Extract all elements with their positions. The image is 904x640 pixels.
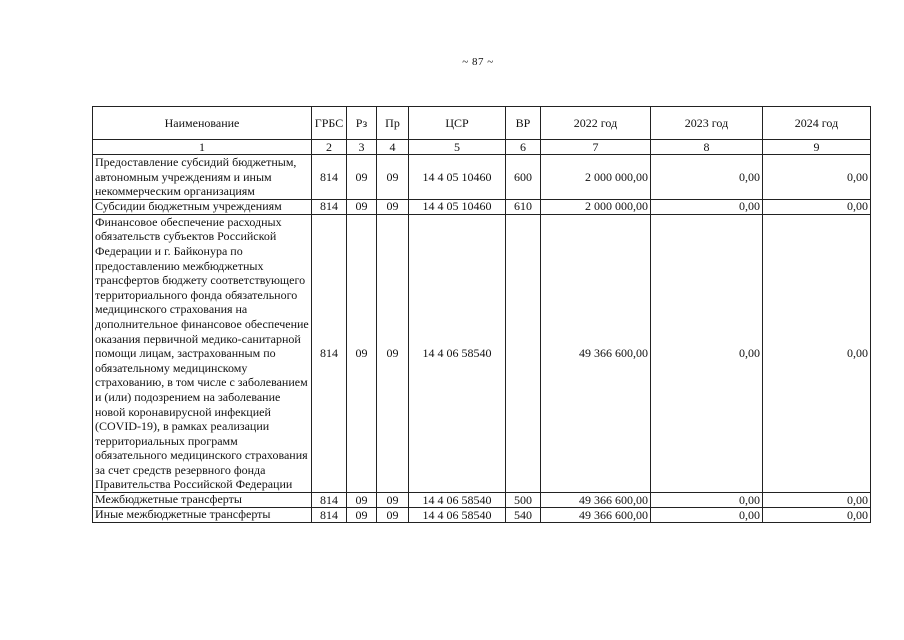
header-csr: ЦСР <box>409 107 506 140</box>
header-vr: ВР <box>506 107 541 140</box>
row-grbs: 814 <box>312 199 347 214</box>
row-vr: 600 <box>506 155 541 200</box>
row-name: Иные межбюджетные трансферты <box>93 508 312 523</box>
table-row <box>93 493 871 508</box>
header-rz: Рз <box>347 107 377 140</box>
row-2022: 49 366 600,00 <box>541 214 651 492</box>
column-number: 8 <box>651 140 763 155</box>
column-number: 1 <box>93 140 312 155</box>
column-number: 7 <box>541 140 651 155</box>
row-name: Финансовое обеспечение расходных обязательств субъектов Российской Федерации и г. Байконура по предоставлению межбюджетных трансфертов бюджету соответствующего территориального фонда обязательного медицинского страхования на дополнительное финансовое обеспечение оказания первичной медико-санитарной помощи лицам, застрахованным по обязательному медицинскому страхованию, в том числе с заболеванием и (или) подозрением на заболевание новой коронавирусной инфекцией (COVID-19), в рамках реализации территориальных программ обязательного медицинского страхования за счет средств резервного фонда Правительства Российской Федерации <box>93 214 312 492</box>
row-csr: 14 4 06 58540 <box>409 508 506 523</box>
row-rz: 09 <box>347 155 377 200</box>
column-number: 5 <box>409 140 506 155</box>
table-row <box>93 508 871 523</box>
row-2023: 0,00 <box>651 199 763 214</box>
header-2024: 2024 год <box>763 107 871 140</box>
row-2024: 0,00 <box>763 155 871 200</box>
header-2023: 2023 год <box>651 107 763 140</box>
row-2023: 0,00 <box>651 493 763 508</box>
row-2023: 0,00 <box>651 508 763 523</box>
row-pr: 09 <box>377 199 409 214</box>
column-number-row <box>93 140 871 155</box>
row-2023: 0,00 <box>651 155 763 200</box>
row-2022: 49 366 600,00 <box>541 493 651 508</box>
row-pr: 09 <box>377 214 409 492</box>
row-2024: 0,00 <box>763 214 871 492</box>
row-name: Предоставление субсидий бюджетным, автономным учреждениям и иным некоммерческим организациям <box>93 155 312 200</box>
row-2024: 0,00 <box>763 508 871 523</box>
budget-table <box>92 106 871 523</box>
header-2022: 2022 год <box>541 107 651 140</box>
row-name: Субсидии бюджетным учреждениям <box>93 199 312 214</box>
column-number: 4 <box>377 140 409 155</box>
row-grbs: 814 <box>312 493 347 508</box>
column-number: 9 <box>763 140 871 155</box>
row-rz: 09 <box>347 214 377 492</box>
row-vr: 500 <box>506 493 541 508</box>
header-name: Наименование <box>93 107 312 140</box>
row-2022: 2 000 000,00 <box>541 155 651 200</box>
row-grbs: 814 <box>312 214 347 492</box>
row-rz: 09 <box>347 508 377 523</box>
header-pr: Пр <box>377 107 409 140</box>
table-row <box>93 214 871 492</box>
column-number: 3 <box>347 140 377 155</box>
row-2024: 0,00 <box>763 199 871 214</box>
table-row <box>93 155 871 200</box>
row-pr: 09 <box>377 493 409 508</box>
header-row <box>93 107 871 140</box>
row-csr: 14 4 05 10460 <box>409 199 506 214</box>
column-number: 2 <box>312 140 347 155</box>
row-grbs: 814 <box>312 155 347 200</box>
row-csr: 14 4 06 58540 <box>409 214 506 492</box>
row-2023: 0,00 <box>651 214 763 492</box>
row-vr <box>506 214 541 492</box>
page-number: ~ 87 ~ <box>462 56 494 68</box>
row-2024: 0,00 <box>763 493 871 508</box>
row-vr: 540 <box>506 508 541 523</box>
row-csr: 14 4 06 58540 <box>409 493 506 508</box>
row-name: Межбюджетные трансферты <box>93 493 312 508</box>
row-grbs: 814 <box>312 508 347 523</box>
column-number: 6 <box>506 140 541 155</box>
row-2022: 2 000 000,00 <box>541 199 651 214</box>
row-vr: 610 <box>506 199 541 214</box>
row-csr: 14 4 05 10460 <box>409 155 506 200</box>
header-grbs: ГРБС <box>312 107 347 140</box>
row-pr: 09 <box>377 155 409 200</box>
row-rz: 09 <box>347 199 377 214</box>
row-2022: 49 366 600,00 <box>541 508 651 523</box>
row-pr: 09 <box>377 508 409 523</box>
row-rz: 09 <box>347 493 377 508</box>
table-row <box>93 199 871 214</box>
